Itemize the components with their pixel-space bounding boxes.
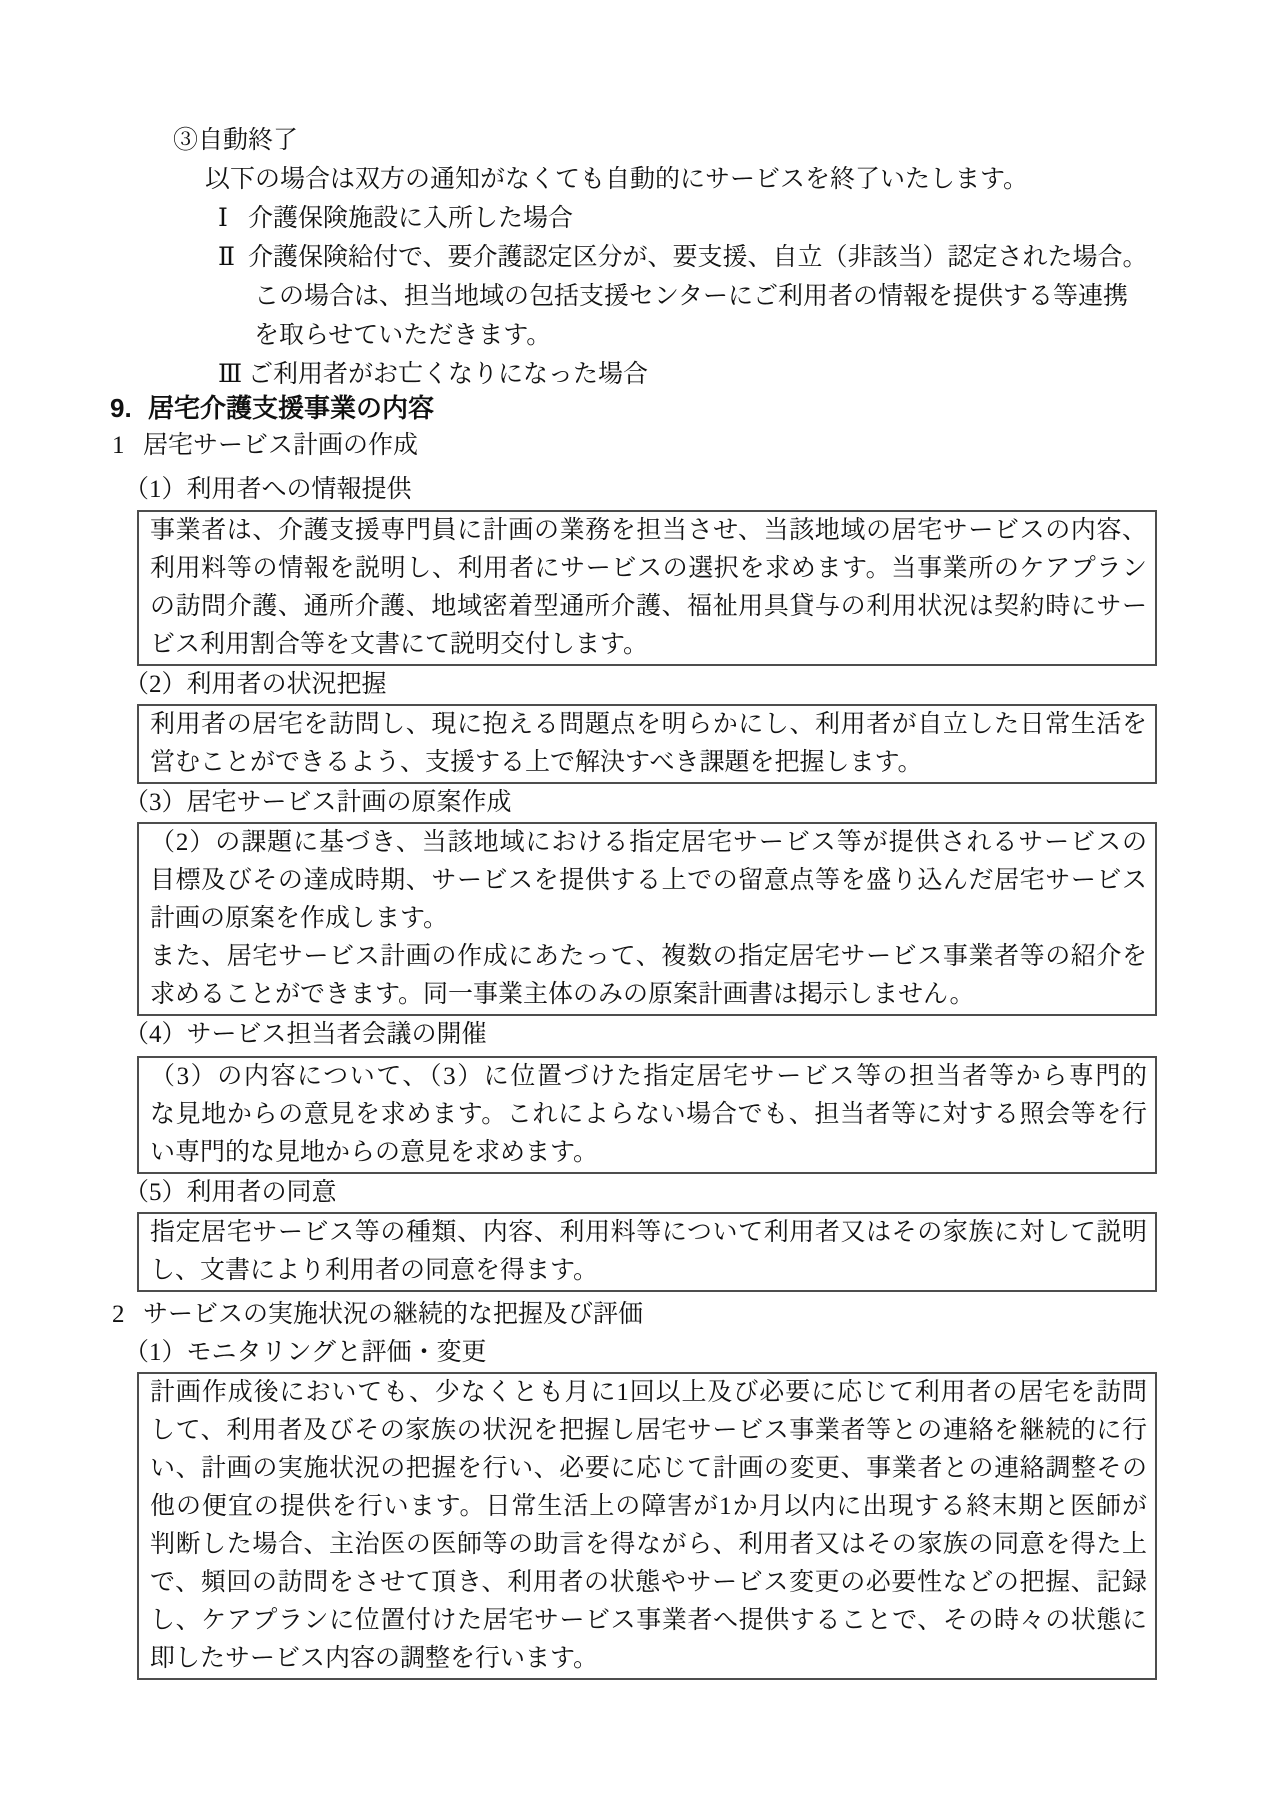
termination-item-2 (218, 238, 1280, 277)
box5-line-2: し、文書により利用者の同意を得ます。 (150, 1257, 599, 1284)
box2-line-1: 利用者の居宅を訪問し、現に抱える問題点を明らかにし、利用者が自立した日常生活を (150, 711, 1147, 738)
box3-line-4: また、居宅サービス計画の作成にあたって、複数の指定居宅サービス事業者等の紹介を (150, 943, 1147, 970)
box6-line-8: 即したサービス内容の調整を行います。 (150, 1645, 599, 1672)
box1-line-4: ビス利用割合等を文書にて説明交付します。 (150, 631, 649, 658)
box3-line-2: 目標及びその達成時期、サービスを提供する上での留意点等を盛り込んだ居宅サービス (150, 867, 1147, 894)
sub2-number: 2 (112, 1301, 125, 1328)
sub1-title: 居宅サービス計画の作成 (143, 432, 419, 459)
termination-section (0, 121, 1280, 394)
termination-item-2-line-2: この場合は、担当地域の包括支援センターにご利用者の情報を提供する等連携 (254, 283, 1129, 310)
item-3-text: ご利用者がお亡くなりになった場合 (248, 361, 649, 388)
p6-heading: （1）モニタリングと評価・変更 (124, 1339, 487, 1366)
box-user-consent (137, 1212, 1157, 1292)
item-1-numeral: Ⅰ (218, 205, 228, 232)
p2-heading: （2）利用者の状況把握 (124, 671, 387, 698)
sub1-heading (112, 427, 1280, 465)
item-3-numeral: Ⅲ (218, 361, 243, 388)
sub2-heading (112, 1296, 1280, 1334)
section9-title: 居宅介護支援事業の内容 (148, 393, 435, 423)
box-draft-plan (137, 822, 1157, 1016)
box6-line-4: 他の便宜の提供を行います。日常生活上の障害が1か月以内に出現する終末期と医師が (150, 1493, 1147, 1520)
box3-line-3: 計画の原案を作成します。 (150, 905, 449, 932)
box4-line-1: （3）の内容について、（3）に位置づけた指定居宅サービス等の担当者等から専門的 (150, 1063, 1147, 1090)
sub1-number: 1 (112, 432, 125, 459)
box-monitoring (137, 1372, 1157, 1680)
box2-line-2: 営むことができるよう、支援する上で解決すべき課題を把握します。 (150, 749, 923, 776)
box1-line-2: 利用料等の情報を説明し、利用者にサービスの選択を求めます。当事業所のケアプラン (150, 555, 1147, 582)
termination-intro: 以下の場合は双方の通知がなくても自動的にサービスを終了いたします。 (205, 166, 1029, 193)
box6-line-2: して、利用者及びその家族の状況を把握し居宅サービス事業者等との連絡を継続的に行 (150, 1417, 1147, 1444)
p4-heading: （4）サービス担当者会議の開催 (124, 1021, 487, 1048)
box6-line-5: 判断した場合、主治医の医師等の助言を得ながら、利用者又はその家族の同意を得た上 (150, 1531, 1147, 1558)
box-service-meeting (137, 1056, 1157, 1174)
termination-item-1 (218, 199, 1280, 238)
item-1-text: 介護保険施設に入所した場合 (248, 205, 574, 232)
box6-line-6: で、頻回の訪問をさせて頂き、利用者の状態やサービス変更の必要性などの把握、記録 (150, 1569, 1147, 1596)
box1-line-1: 事業者は、介護支援専門員に計画の業務を担当させ、当該地域の居宅サービスの内容、 (150, 517, 1147, 544)
box4-line-3: い専門的な見地からの意見を求めます。 (150, 1139, 599, 1166)
section9-number: 9. (110, 393, 132, 423)
box6-line-7: し、ケアプランに位置付けた居宅サービス事業者へ提供することで、その時々の状態に (150, 1607, 1147, 1634)
box5-line-1: 指定居宅サービス等の種類、内容、利用料等について利用者又はその家族に対して説明 (150, 1219, 1147, 1246)
p5-heading: （5）利用者の同意 (124, 1179, 337, 1206)
box3-line-5: 求めることができます。同一事業主体のみの原案計画書は掲示しません。 (150, 981, 975, 1008)
box-information-provision (137, 510, 1157, 666)
box3-line-1: （2）の課題に基づき、当該地域における指定居宅サービス等が提供されるサービスの (150, 829, 1147, 856)
box6-line-3: い、計画の実施状況の把握を行い、必要に応じて計画の変更、事業者との連絡調整その (150, 1455, 1147, 1482)
box-situation-grasp (137, 704, 1157, 784)
sub2-title: サービスの実施状況の継続的な把握及び評価 (143, 1301, 644, 1328)
item-2-text-line-1: 介護保険給付で、要介護認定区分が、要支援、自立（非該当）認定された場合。 (248, 244, 1148, 271)
section9-heading (110, 389, 1280, 427)
p1-heading: （1）利用者への情報提供 (124, 476, 412, 503)
item-2-numeral: Ⅱ (218, 244, 235, 271)
p3-heading: （3）居宅サービス計画の原案作成 (124, 789, 512, 816)
termination-item-2-line-3: を取らせていただきます。 (254, 322, 552, 349)
box4-line-2: な見地からの意見を求めます。これによらない場合でも、担当者等に対する照会等を行 (150, 1101, 1147, 1128)
box6-line-1: 計画作成後においても、少なくとも月に1回以上及び必要に応じて利用者の居宅を訪問 (150, 1379, 1147, 1406)
termination-heading: ③自動終了 (173, 127, 299, 154)
box1-line-3: の訪問介護、通所介護、地域密着型通所介護、福祉用具貸与の利用状況は契約時にサー (150, 593, 1147, 620)
